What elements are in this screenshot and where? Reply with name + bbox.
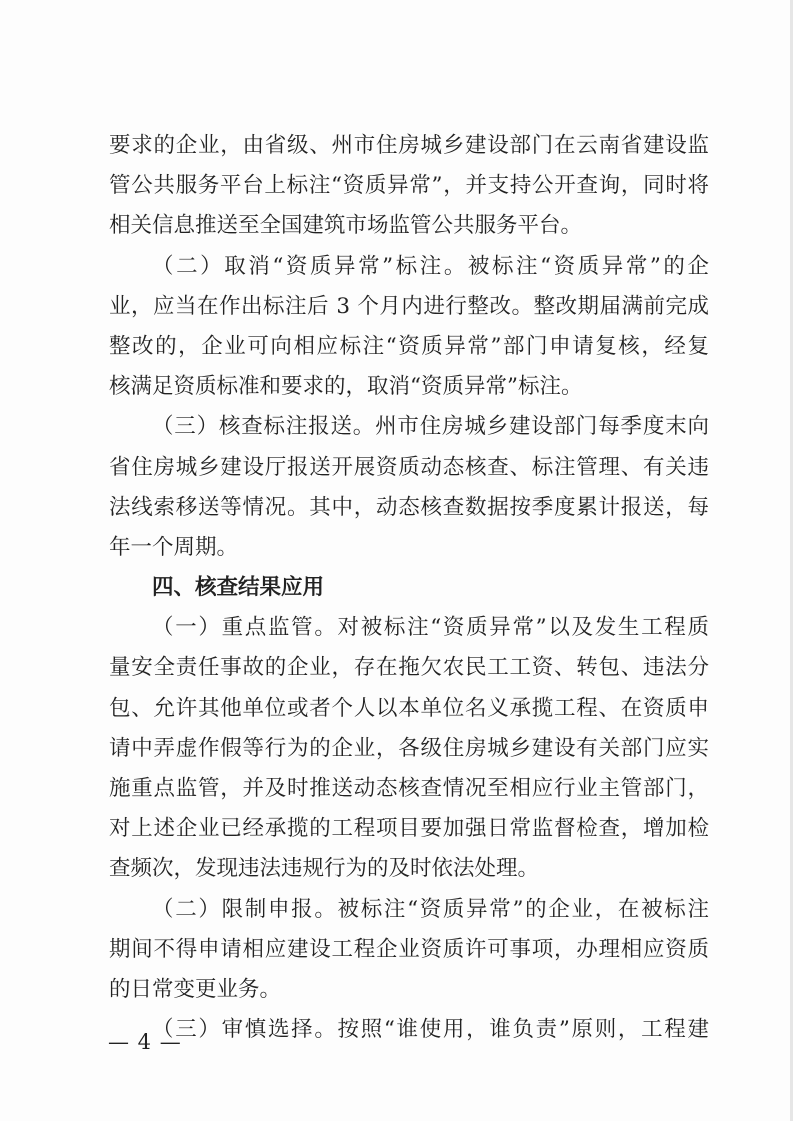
text-line: 包、允许其他单位或者个人以本单位名义承揽工程、在资质申: [109, 695, 709, 721]
text-line: 施重点监管，并及时推送动态核查情况至相应行业主管部门，: [109, 776, 709, 801]
text-line: 省住房城乡建设厅报送开展资质动态核查、标注管理、有关违: [109, 454, 709, 480]
text-line: （三）核查标注报送。州市住房城乡建设部门每季度末向: [152, 414, 709, 440]
text-line: 整改的，企业可向相应标注“资质异常”部门申请复核，经复: [109, 333, 709, 359]
text-line: 期间不得申请相应建设工程企业资质许可事项，办理相应资质: [109, 936, 709, 962]
text-line: 管公共服务平台上标注“资质异常”，并支持公开查询，同时将: [109, 173, 709, 199]
section-heading: 四、核查结果应用: [152, 575, 325, 601]
document-body: [109, 126, 709, 1050]
text-line: 查频次，发现违法违规行为的及时依法处理。: [109, 856, 540, 882]
text-line: 请中弄虚作假等行为的企业，各级住房城乡建设有关部门应实: [109, 735, 709, 761]
text-line: 的日常变更业务。: [109, 976, 282, 1002]
text-line: 业，应当在作出标注后 3 个月内进行整改。整改期届满前完成: [109, 293, 709, 319]
text-line: （二）取消“资质异常”标注。被标注“资质异常”的企: [152, 253, 709, 279]
text-line: 对上述企业已经承揽的工程项目要加强日常监督检查，增加检: [109, 816, 709, 842]
text-line: （三）审慎选择。按照“谁使用，谁负责”原则，工程建: [152, 1017, 709, 1043]
text-line: 年一个周期。: [109, 534, 239, 560]
text-line: 核满足资质标准和要求的，取消“资质异常”标注。: [109, 374, 583, 400]
text-line: 量安全责任事故的企业，存在拖欠农民工工资、转包、违法分: [109, 655, 709, 681]
text-line: （二）限制申报。被标注“资质异常”的企业，在被标注: [152, 896, 709, 922]
text-line: 法线索移送等情况。其中，动态核查数据按季度累计报送，每: [109, 494, 709, 520]
text-line: （一）重点监管。对被标注“资质异常”以及发生工程质: [152, 615, 709, 641]
text-line: 相关信息推送至全国建筑市场监管公共服务平台。: [109, 213, 583, 239]
page-number: — 4 —: [108, 1030, 182, 1054]
text-line: 要求的企业，由省级、州市住房城乡建设部门在云南省建设监: [109, 133, 709, 158]
